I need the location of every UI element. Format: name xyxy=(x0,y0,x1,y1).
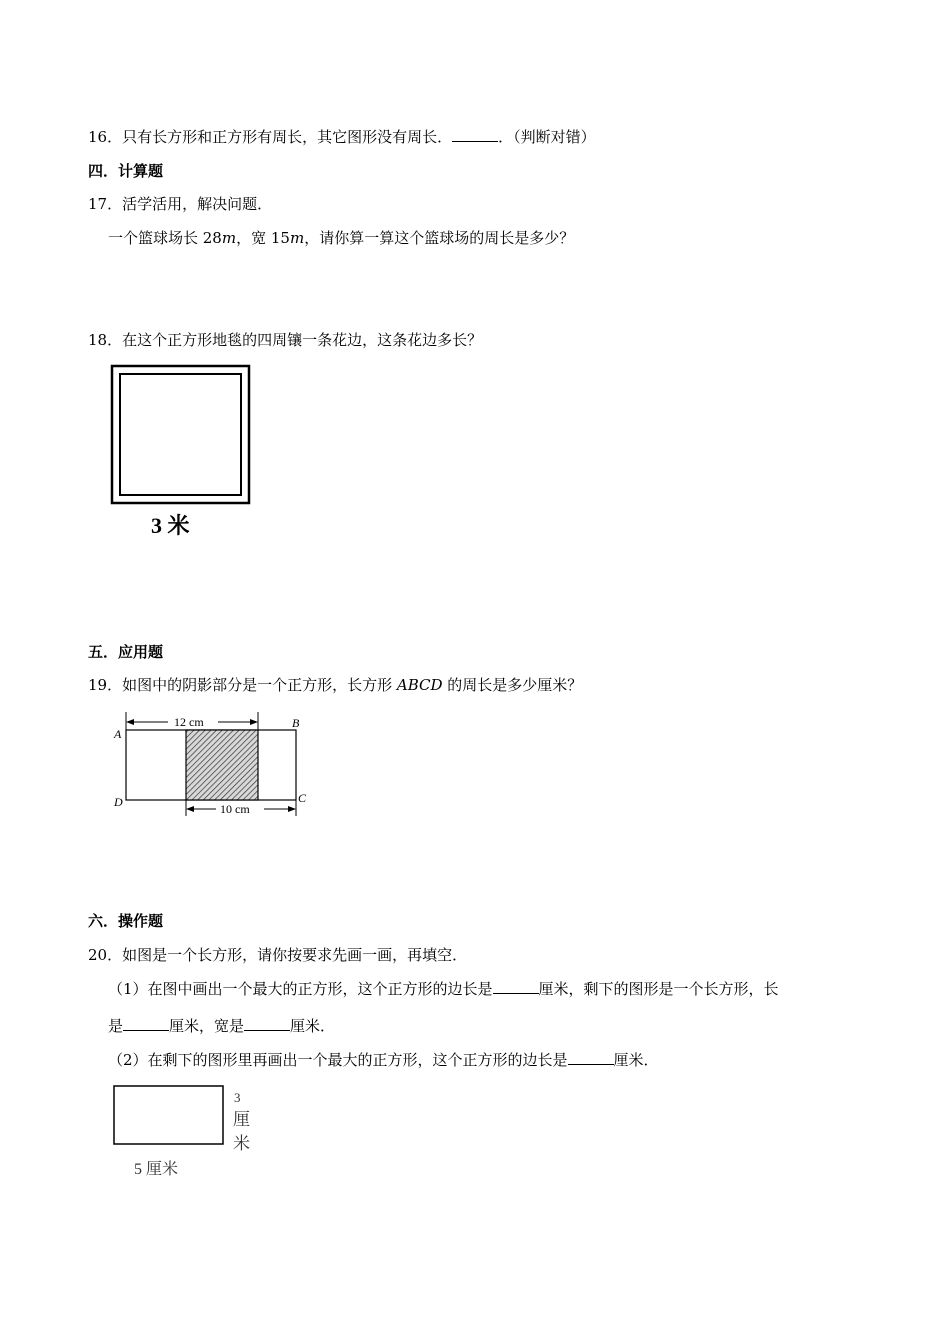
vertex-b: B xyxy=(292,716,300,730)
question-17-detail xyxy=(108,228,574,248)
q16-answer-blank[interactable] xyxy=(452,127,498,142)
carpet-side-label: 3 米 xyxy=(151,513,190,538)
q20-blank-second-square[interactable] xyxy=(568,1050,614,1065)
q20-p1-b: 厘米，剩下的图形是一个长方形，长 xyxy=(538,980,779,998)
bottom-dimension-label: 10 cm xyxy=(220,802,250,816)
question-18 xyxy=(88,330,482,350)
side-char-1: 厘 xyxy=(233,1110,250,1129)
q19-number: 19． xyxy=(88,676,123,694)
question-16 xyxy=(88,127,596,147)
rectangle-abcd-figure xyxy=(108,708,318,823)
q20-blank-length[interactable] xyxy=(123,1016,169,1031)
question-17 xyxy=(88,194,272,214)
q19-abcd: ABCD xyxy=(396,676,443,694)
q19-text-b: 的周长是多少厘米？ xyxy=(442,676,583,694)
q20-text: 如图是一个长方形，请你按要求先画一画，再填空． xyxy=(122,946,468,964)
side-number-label: 3 xyxy=(234,1090,241,1105)
q17-number: 17． xyxy=(88,195,123,213)
carpet-figure xyxy=(105,360,265,545)
q17-sub-b: ，宽 15 xyxy=(236,229,290,247)
side-char-2: 米 xyxy=(233,1134,250,1153)
section-6-heading: 六．操作题 xyxy=(88,912,164,930)
q20-p1-c: 是 xyxy=(108,1017,124,1035)
top-dimension-label: 12 cm xyxy=(174,715,204,729)
q20-p1-d: 厘米，宽是 xyxy=(169,1017,245,1035)
section-4-heading: 四．计算题 xyxy=(88,162,164,180)
q19-text-a: 如图中的阴影部分是一个正方形，长方形 xyxy=(122,676,397,694)
q20-blank-square-side[interactable] xyxy=(493,979,539,994)
vertex-a: A xyxy=(114,727,122,741)
carpet-inner-border xyxy=(120,374,241,495)
q20-p2-b: 厘米． xyxy=(613,1051,659,1069)
q20-number: 20． xyxy=(88,946,123,964)
question-20-part-1-cont xyxy=(108,1016,335,1036)
q18-text: 在这个正方形地毯的四周镶一条花边，这条花边多长？ xyxy=(122,331,483,349)
shaded-square xyxy=(186,730,258,800)
q20-blank-width[interactable] xyxy=(244,1016,290,1031)
question-20 xyxy=(88,945,467,965)
bottom-length-label: 5 厘米 xyxy=(134,1161,179,1178)
q16-tail: ．（判断对错） xyxy=(498,128,596,146)
q17-sub-c: ，请你算一算这个篮球场的周长是多少？ xyxy=(304,229,575,247)
q16-number: 16． xyxy=(88,128,123,146)
rectangle-5x3-figure xyxy=(108,1082,268,1187)
question-20-part-1 xyxy=(108,979,779,999)
q17-text: 活学活用，解决问题． xyxy=(122,195,273,213)
section-5-heading: 五．应用题 xyxy=(88,643,164,661)
q17-unit-2: m xyxy=(289,229,305,247)
q17-sub-a: 一个篮球场长 28 xyxy=(108,229,222,247)
question-20-part-2 xyxy=(108,1050,659,1070)
carpet-outer-border xyxy=(112,366,249,503)
q20-p2-a: （2）在剩下的图形里再画出一个最大的正方形，这个正方形的边长是 xyxy=(108,1051,568,1069)
q18-number: 18． xyxy=(88,331,123,349)
q17-unit-1: m xyxy=(221,229,237,247)
rectangle-5x3[interactable] xyxy=(114,1086,223,1144)
vertex-d: D xyxy=(114,795,123,809)
q16-text: 只有长方形和正方形有周长，其它图形没有周长． xyxy=(122,128,453,146)
q20-p1-e: 厘米． xyxy=(290,1017,336,1035)
vertex-c: C xyxy=(298,791,307,805)
q20-p1-a: （1）在图中画出一个最大的正方形，这个正方形的边长是 xyxy=(108,980,493,998)
question-19 xyxy=(88,675,582,695)
